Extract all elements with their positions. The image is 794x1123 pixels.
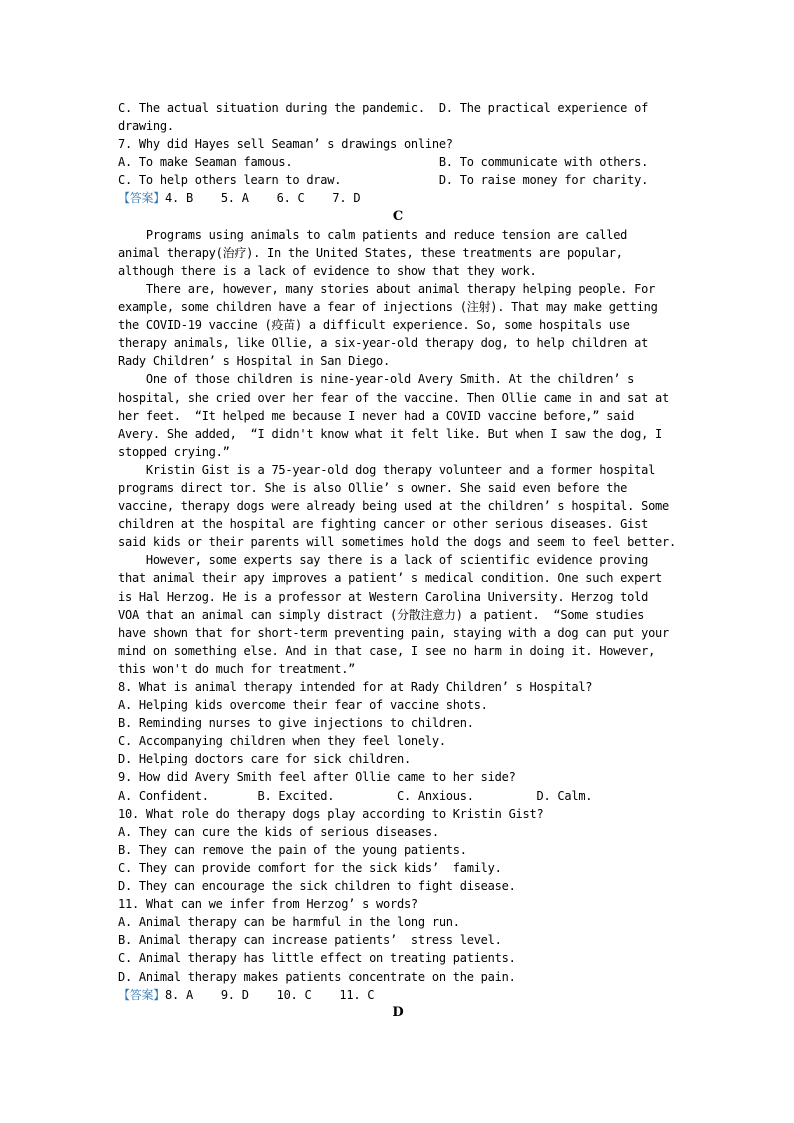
answer-values: 4. B 5. A 6. C 7. D [165,191,361,206]
text-line: One of those children is nine-year-old Avery Smith. At the children’ s [118,372,635,387]
text-line: A. Confident. B. Excited. C. Anxious. D. Calm. [118,788,593,803]
text-line: C. Accompanying children when they feel lonely. [118,734,446,749]
text-line: A. They can cure the kids of serious diseases. [118,824,439,839]
text-line: A. Animal therapy can be harmful in the long run. [118,915,460,930]
answer-line [118,986,678,1004]
text-line: However, some experts say there is a lack of scientific evidence proving [118,553,649,568]
answer-marker-label: 【答案】 [118,987,166,1002]
answer-line [118,189,678,207]
text-line: Rady Children’ s Hospital in San Diego. [118,354,391,369]
document-content [118,99,678,1022]
text-line: example, some children have a fear of injections (注射). That may make getting [118,300,658,315]
text-line: 11. What can we infer from Herzog’ s words? [118,897,418,912]
text-line: have shown that for short-term preventing pain, staying with a dog can put your [118,625,669,640]
text-line: Programs using animals to calm patients and reduce tension are called [118,227,628,242]
text-line: 9. How did Avery Smith feel after Ollie came to her side? [118,770,516,785]
text-line: children at the hospital are fighting cancer or other serious diseases. Gist [118,517,649,532]
text-line: C. To help others learn to draw. D. To raise money for charity. [118,173,649,188]
text-line: 7. Why did Hayes sell Seaman’ s drawings online? [118,137,453,152]
text-line: A. Helping kids overcome their fear of vaccine shots. [118,698,488,713]
text-line: Avery. She added, “I didn't know what it felt like. But when I saw the dog, I [118,426,663,441]
text-line: hospital, she cried over her fear of the vaccine. Then Ollie came in and sat at [118,390,669,405]
text-line: B. They can remove the pain of the young patients. [118,842,467,857]
text-line: drawing. [118,119,174,134]
text-line: programs direct tor. She is also Ollie’ s owner. She said even before the [118,480,628,495]
text-line: mind on something else. And in that case, I see no harm in doing it. However, [118,643,656,658]
text-line: VOA that an animal can simply distract (分散注意力) a patient. “Some studies [118,607,645,622]
text-line: C. They can provide comfort for the sick kids’ family. [118,860,502,875]
section-heading: D [392,1004,404,1020]
text-line: said kids or their parents will sometimes hold the dogs and seem to feel better. [118,535,676,550]
text-line: D. Animal therapy makes patients concentrate on the pain. [118,969,516,984]
text-line: the COVID-19 vaccine (疫苗) a difficult experience. So, some hospitals use [118,318,630,333]
section-heading: C [392,208,404,224]
text-line: Kristin Gist is a 75-year-old dog therapy volunteer and a former hospital [118,462,656,477]
text-line: B. Reminding nurses to give injections to children. [118,716,474,731]
text-line: 8. What is animal therapy intended for at Rady Children’ s Hospital? [118,680,593,694]
text-line: vaccine, therapy dogs were already being used at the children’ s hospital. Some [118,499,669,514]
text-line: C. Animal therapy has little effect on treating patients. [118,951,516,966]
answer-marker-label: 【答案】 [118,191,166,206]
text-line: There are, however, many stories about animal therapy helping people. For [118,281,656,296]
text-line: C. The actual situation during the pandemic. D. The practical experience of [118,101,649,115]
text-line: B. Animal therapy can increase patients’ stress level. [118,933,502,948]
text-line: A. To make Seaman famous. B. To communicate with others. [118,155,649,170]
text-line: D. Helping doctors care for sick children. [118,752,411,767]
text-line: D. They can encourage the sick children to fight disease. [118,879,516,894]
text-line: her feet. “It helped me because I never had a COVID vaccine before,” said [118,408,635,423]
text-line: animal therapy(治疗). In the United States, these treatments are popular, [118,245,623,260]
text-line: although there is a lack of evidence to show that they work. [118,263,537,278]
text-line: therapy animals, like Ollie, a six-year-old therapy dog, to help children at [118,336,649,351]
text-line: stopped crying.” [118,444,230,459]
text-line: this won't do much for treatment.” [118,661,356,676]
answer-values: 8. A 9. D 10. C 11. C [165,987,375,1002]
text-line: is Hal Herzog. He is a professor at Western Carolina University. Herzog told [118,589,649,604]
text-line: 10. What role do therapy dogs play according to Kristin Gist? [118,806,544,821]
text-line: that animal their apy improves a patient’ s medical condition. One such expert [118,571,663,586]
